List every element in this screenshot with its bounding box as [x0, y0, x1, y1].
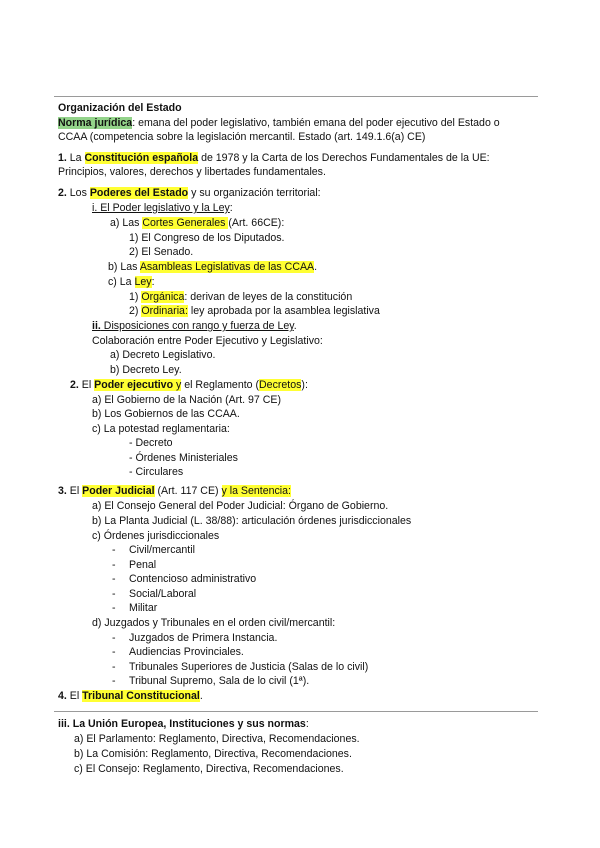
- section-4-highlight: Tribunal Constitucional: [82, 690, 200, 702]
- ejecutivo-highlight: Poder ejecutivo: [94, 379, 176, 391]
- section-4-post: .: [199, 690, 203, 702]
- section-3-mid: (Art. 117 CE): [154, 485, 222, 497]
- section-1-number: 1.: [58, 152, 67, 164]
- norma-line-2: CCAA (competencia sobre la legislación mercantil. Estado (art. 149.1.6(a) CE): [58, 131, 426, 143]
- subsection-ii-title: [92, 319, 297, 333]
- planta-line: b) La Planta Judicial (L. 38/88): articulación órdenes jurisdiccionales: [92, 515, 412, 527]
- organica-highlight: Orgánica: [141, 291, 185, 303]
- gobierno-nacion-line: a) El Gobierno de la Nación (Art. 97 CE): [92, 394, 282, 406]
- tribunal-item: Juzgados de Primera Instancia.: [129, 632, 278, 644]
- consejo-ue-line: c) El Consejo: Reglamento, Directiva, Recomendaciones.: [74, 763, 344, 775]
- norma-term: Norma jurídica: [58, 117, 133, 129]
- section-1-line-2: Principios, valores, derechos y libertades fundamentales.: [58, 166, 326, 178]
- section-iii-heading: [58, 717, 309, 731]
- subsection-i-colon: :: [229, 202, 233, 214]
- asambleas-pre: b) Las: [108, 261, 140, 273]
- comision-line: b) La Comisión: Reglamento, Directiva, Recomendaciones.: [74, 748, 352, 760]
- page-title: Organización del Estado: [58, 102, 182, 114]
- organica-pre: 1): [129, 291, 142, 303]
- ley-post: :: [151, 276, 155, 288]
- ordenes-jurisdiccionales-line: c) Órdenes jurisdiccionales: [92, 530, 220, 542]
- senado-line: 2) El Senado.: [129, 246, 194, 258]
- potestad-line: c) La potestad reglamentaria:: [92, 423, 230, 435]
- dash-item: -: [112, 559, 116, 571]
- asambleas-highlight: Asambleas Legislativas de las CCAA: [139, 261, 315, 273]
- section-4-number: 4.: [58, 690, 67, 702]
- dash-item: -: [112, 661, 116, 673]
- section-1-pre: La: [66, 152, 85, 164]
- ejecutivo-mid: el Reglamento (: [181, 379, 260, 391]
- section-3-heading: [58, 484, 291, 498]
- subsection-ii-dot: .: [293, 320, 297, 332]
- tribunal-item: Tribunal Supremo, Sala de lo civil (1ª).: [129, 675, 310, 687]
- section-3-pre: El: [66, 485, 83, 497]
- section-2-heading: [58, 186, 321, 200]
- consejo-line: a) El Consejo General del Poder Judicial: Órgano de Gobierno.: [92, 500, 389, 512]
- tribunal-item: Tribunales Superiores de Justicia (Salas de lo civil): [129, 661, 369, 673]
- asambleas-line: [108, 260, 317, 274]
- ley-line: [108, 275, 155, 289]
- section-2-highlight: Poderes del Estado: [89, 187, 189, 199]
- cortes-post: (Art. 66CE):: [228, 217, 285, 229]
- cortes-highlight: Cortes Generales: [142, 217, 229, 229]
- asambleas-post: .: [314, 261, 318, 273]
- sentencia-highlight: y la Sentencia:: [221, 485, 291, 497]
- dash-item: -: [112, 632, 116, 644]
- ordinaria-highlight: Ordinaria:: [141, 305, 188, 317]
- dash-item: -: [112, 675, 116, 687]
- ordinaria-line: [129, 304, 380, 318]
- organica-post: : derivan de leyes de la constitución: [184, 291, 353, 303]
- ley-pre: c) La: [108, 276, 135, 288]
- top-rule: [54, 96, 538, 97]
- parlamento-line: a) El Parlamento: Reglamento, Directiva, Recomendaciones.: [74, 733, 360, 745]
- dash-item: -: [112, 588, 116, 600]
- dash-item: -: [112, 544, 116, 556]
- norma-line-1: [58, 116, 500, 130]
- orden-item: Militar: [129, 602, 158, 614]
- decreto-ley-line: b) Decreto Ley.: [110, 364, 182, 376]
- cortes-line: [110, 216, 284, 230]
- ejecutivo-post: ):: [301, 379, 308, 391]
- gobiernos-ccaa-line: b) Los Gobiernos de las CCAA.: [92, 408, 240, 420]
- bottom-rule: [54, 711, 538, 712]
- orden-item: Penal: [129, 559, 157, 571]
- orden-item: Contencioso administrativo: [129, 573, 257, 585]
- ejecutivo-heading: [70, 378, 308, 392]
- juzgados-tribunales-line: d) Juzgados y Tribunales en el orden civil/mercantil:: [92, 617, 336, 629]
- section-4-heading: [58, 689, 203, 703]
- ejecutivo-number: 2.: [70, 379, 79, 391]
- cortes-pre: a) Las: [110, 217, 143, 229]
- subsection-i-title: [92, 201, 233, 215]
- orden-item: Civil/mercantil: [129, 544, 195, 556]
- decretos-highlight: Decretos: [259, 379, 302, 391]
- tribunal-item: Audiencias Provinciales.: [129, 646, 244, 658]
- ordinaria-post: ley aprobada por la asamblea legislativa: [187, 305, 380, 317]
- ejecutivo-pre: El: [78, 379, 95, 391]
- circulares-item: - Circulares: [129, 466, 184, 478]
- dash-item: -: [112, 646, 116, 658]
- section-4-pre: El: [66, 690, 83, 702]
- section-1-line-1: [58, 151, 490, 165]
- norma-text-1: : emana del poder legislativo, también emana del poder ejecutivo del Estado o: [132, 117, 500, 129]
- section-1-highlight: Constitución española: [84, 152, 199, 164]
- ley-highlight: Ley: [134, 276, 152, 288]
- section-iii-colon: :: [305, 718, 309, 730]
- congreso-line: 1) El Congreso de los Diputados.: [129, 232, 285, 244]
- subsection-ii-text: Disposiciones con rango y fuerza de Ley: [100, 320, 294, 332]
- decreto-legislativo-line: a) Decreto Legislativo.: [110, 349, 216, 361]
- section-3-number: 3.: [58, 485, 67, 497]
- ejecutivo-y: y: [176, 379, 182, 391]
- section-2-pre: Los: [66, 187, 90, 199]
- section-iii-title: iii. La Unión Europea, Instituciones y sus normas: [58, 718, 306, 730]
- dash-item: -: [112, 602, 116, 614]
- section-1-post: de 1978 y la Carta de los Derechos Fundamentales de la UE:: [198, 152, 490, 164]
- decreto-item: - Decreto: [129, 437, 173, 449]
- section-3-highlight: Poder Judicial: [82, 485, 155, 497]
- subsection-ii-number: ii.: [92, 320, 101, 332]
- ordenes-item: - Órdenes Ministeriales: [129, 452, 238, 464]
- section-2-number: 2.: [58, 187, 67, 199]
- ordinaria-pre: 2): [129, 305, 142, 317]
- dash-item: -: [112, 573, 116, 585]
- section-2-post: y su organización territorial:: [188, 187, 321, 199]
- subsection-i-text: i. El Poder legislativo y la Ley: [92, 202, 230, 214]
- organica-line: [129, 290, 352, 304]
- orden-item: Social/Laboral: [129, 588, 197, 600]
- colaboracion-line: Colaboración entre Poder Ejecutivo y Legislativo:: [92, 335, 323, 347]
